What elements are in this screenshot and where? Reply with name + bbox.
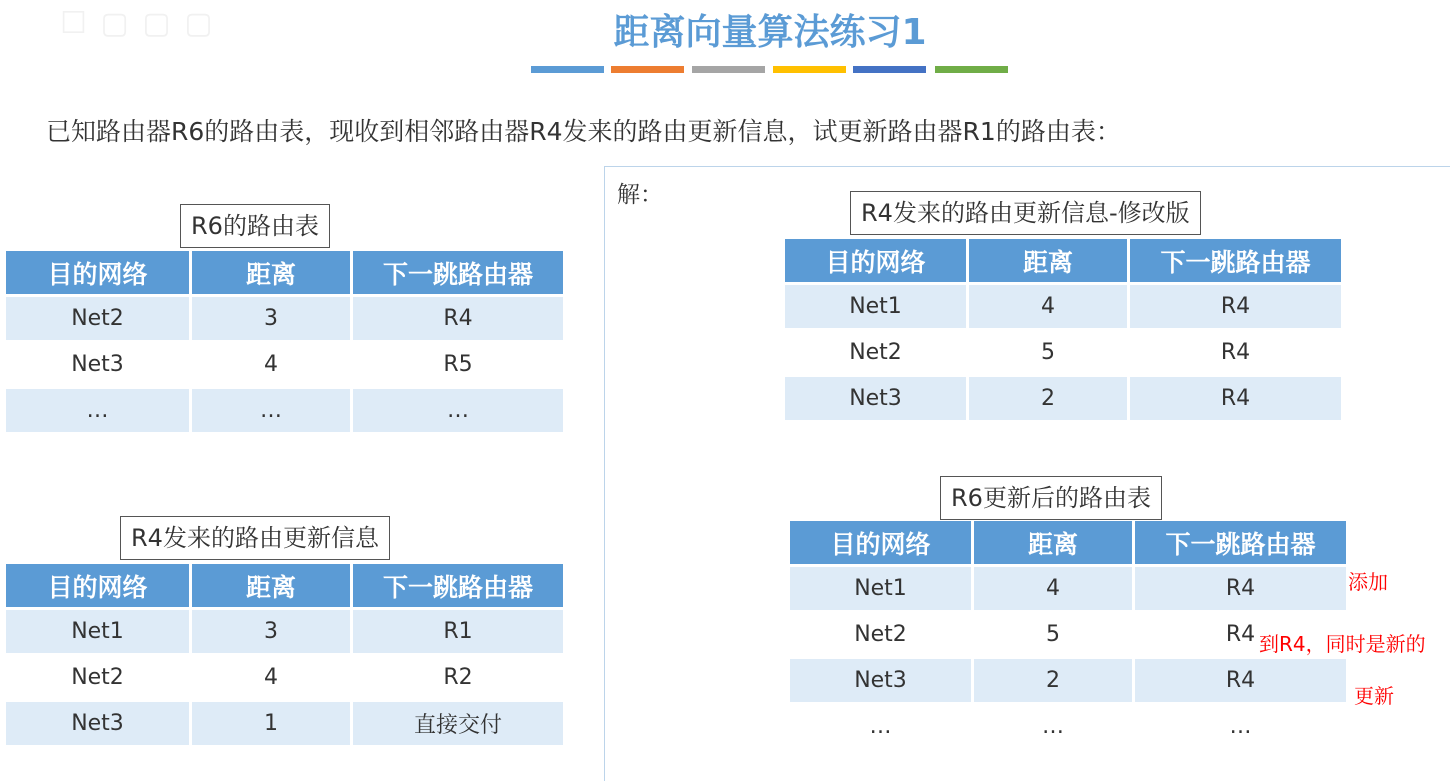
table-cell: … [6, 389, 189, 432]
table-row [785, 377, 1341, 420]
r4-update-table [3, 561, 566, 748]
table-cell: R1 [353, 610, 563, 653]
table-cell: … [353, 389, 563, 432]
table-cell: 1 [192, 702, 350, 745]
table-row [785, 285, 1341, 328]
column-header: 目的网络 [790, 521, 971, 564]
table-cell: 5 [974, 613, 1132, 656]
table-cell: 4 [192, 343, 350, 386]
table-cell: Net3 [6, 343, 189, 386]
table-row [6, 343, 563, 386]
table-header-row [6, 251, 563, 294]
solution-label: 解： [617, 182, 663, 208]
title-stripe [853, 66, 926, 73]
table-cell: Net3 [790, 659, 971, 702]
table-cell: 5 [969, 331, 1127, 374]
page-title: 距离向量算法练习1 [613, 12, 927, 53]
note-add: 添加 [1348, 570, 1388, 594]
title-stripe [531, 66, 604, 73]
note-update: 更新 [1354, 684, 1394, 708]
note-to-r4: 到R4，同时是新的 [1259, 632, 1426, 656]
table-cell: 4 [974, 567, 1132, 610]
table-row [6, 610, 563, 653]
column-header: 下一跳路由器 [353, 251, 563, 294]
column-header: 下一跳路由器 [1135, 521, 1346, 564]
table-row [790, 659, 1346, 702]
table-cell: 4 [969, 285, 1127, 328]
table-cell: R5 [353, 343, 563, 386]
table-cell: R4 [353, 297, 563, 340]
title-stripe [773, 66, 846, 73]
column-header: 距离 [192, 564, 350, 607]
table-cell: Net3 [785, 377, 966, 420]
table-cell: 2 [969, 377, 1127, 420]
column-header: 目的网络 [785, 239, 966, 282]
table-cell: 2 [974, 659, 1132, 702]
column-header: 目的网络 [6, 564, 189, 607]
table-cell: Net1 [785, 285, 966, 328]
title-stripe [692, 66, 765, 73]
table-cell: Net3 [6, 702, 189, 745]
table-cell: Net2 [6, 656, 189, 699]
table-cell: … [1135, 705, 1346, 748]
table-cell: 3 [192, 297, 350, 340]
table-cell: 直接交付 [353, 702, 563, 745]
table-row [6, 297, 563, 340]
table-cell: Net2 [790, 613, 971, 656]
table-row [790, 567, 1346, 610]
table-cell: … [974, 705, 1132, 748]
table-cell: 3 [192, 610, 350, 653]
title-stripe [611, 66, 684, 73]
column-header: 距离 [974, 521, 1132, 564]
r4-modified-table [782, 236, 1344, 423]
table-row [6, 389, 563, 432]
table-cell: Net1 [790, 567, 971, 610]
watermark-logo: ☐ ▢ ▢ ▢ [60, 6, 215, 41]
table-cell: R4 [1135, 613, 1346, 656]
table-cell: Net2 [785, 331, 966, 374]
r6-routing-table [3, 248, 566, 435]
r6-updated-caption: R6更新后的路由表 [940, 476, 1162, 520]
column-header: 下一跳路由器 [1130, 239, 1341, 282]
column-header: 距离 [192, 251, 350, 294]
table-cell: 4 [192, 656, 350, 699]
table-cell: R4 [1130, 377, 1341, 420]
table-cell: R4 [1130, 331, 1341, 374]
table-cell: R2 [353, 656, 563, 699]
table-cell: R4 [1135, 659, 1346, 702]
r4-modified-caption: R4发来的路由更新信息-修改版 [850, 191, 1201, 235]
r6-table-caption: R6的路由表 [180, 204, 330, 248]
table-cell: Net1 [6, 610, 189, 653]
table-cell: Net2 [6, 297, 189, 340]
table-cell: … [790, 705, 971, 748]
table-header-row [785, 239, 1341, 282]
table-row [6, 656, 563, 699]
column-header: 目的网络 [6, 251, 189, 294]
title-stripe [935, 66, 1008, 73]
table-row [6, 702, 563, 745]
table-row [785, 331, 1341, 374]
column-header: 下一跳路由器 [353, 564, 563, 607]
table-row [790, 705, 1346, 748]
column-header: 距离 [969, 239, 1127, 282]
table-cell: … [192, 389, 350, 432]
table-cell: R4 [1135, 567, 1346, 610]
question-text: 已知路由器R6的路由表，现收到相邻路由器R4发来的路由更新信息，试更新路由器R1的路由表： [46, 117, 1121, 146]
table-cell: R4 [1130, 285, 1341, 328]
r4-update-caption: R4发来的路由更新信息 [120, 516, 390, 560]
table-header-row [790, 521, 1346, 564]
table-header-row [6, 564, 563, 607]
